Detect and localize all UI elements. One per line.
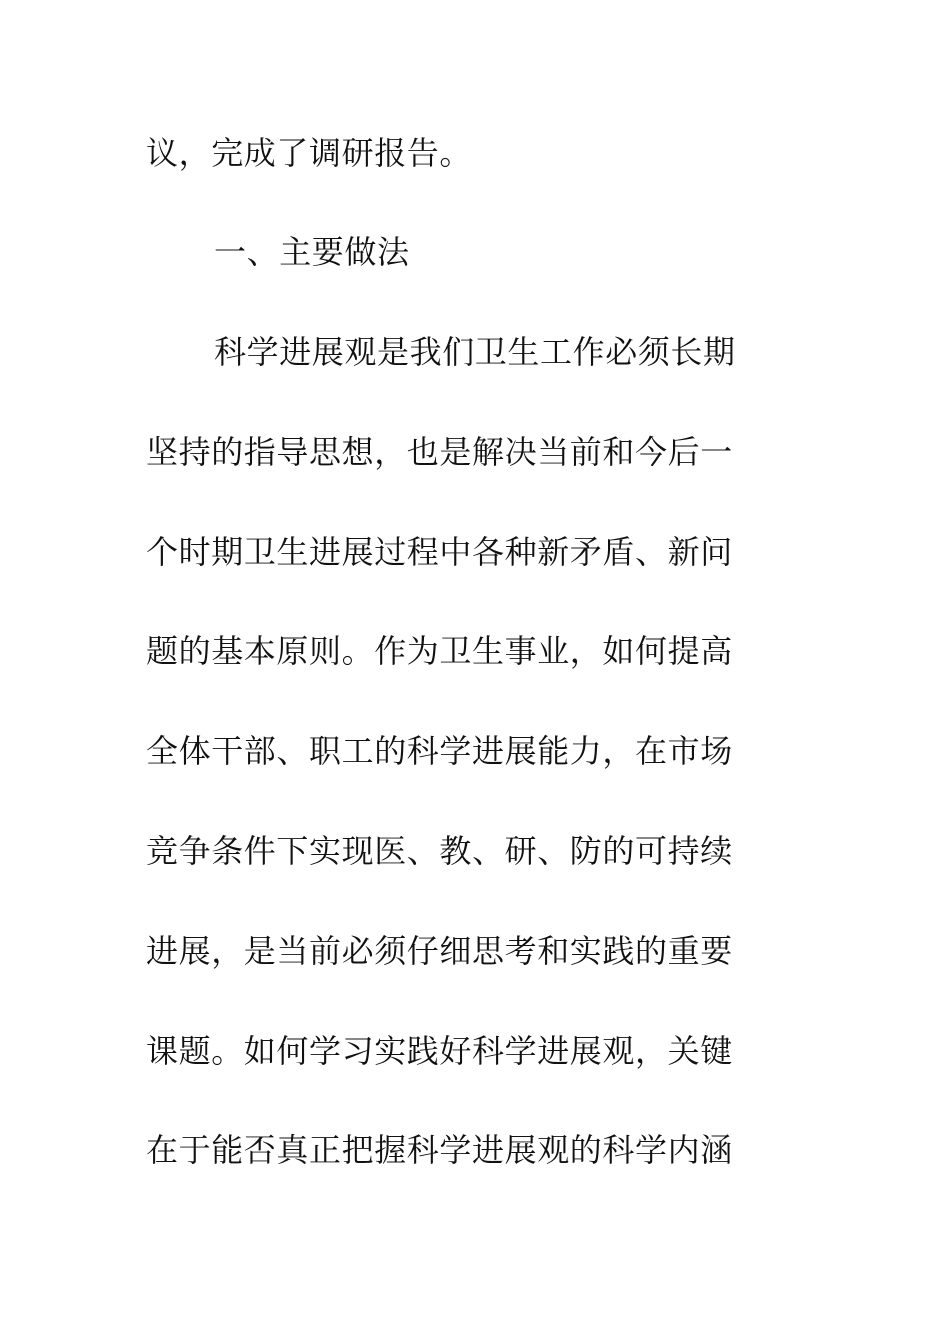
text-line: 个时期卫生进展过程中各种新矛盾、新问 — [146, 533, 733, 571]
text-line: 竞争条件下实现医、教、研、防的可持续 — [146, 832, 733, 870]
section-heading: 一、主要做法 — [214, 233, 410, 271]
text-line: 进展，是当前必须仔细思考和实践的重要 — [146, 932, 733, 970]
text-line: 全体干部、职工的科学进展能力，在市场 — [146, 732, 733, 770]
text-line: 课题。如何学习实践好科学进展观，关键 — [146, 1032, 733, 1070]
text-line: 在于能否真正把握科学进展观的科学内涵 — [146, 1131, 733, 1169]
text-line: 坚持的指导思想，也是解决当前和今后一 — [146, 433, 733, 471]
text-line: 科学进展观是我们卫生工作必须长期 — [214, 333, 736, 371]
text-line: 题的基本原则。作为卫生事业，如何提高 — [146, 632, 733, 670]
text-line: 议，完成了调研报告。 — [146, 134, 473, 172]
